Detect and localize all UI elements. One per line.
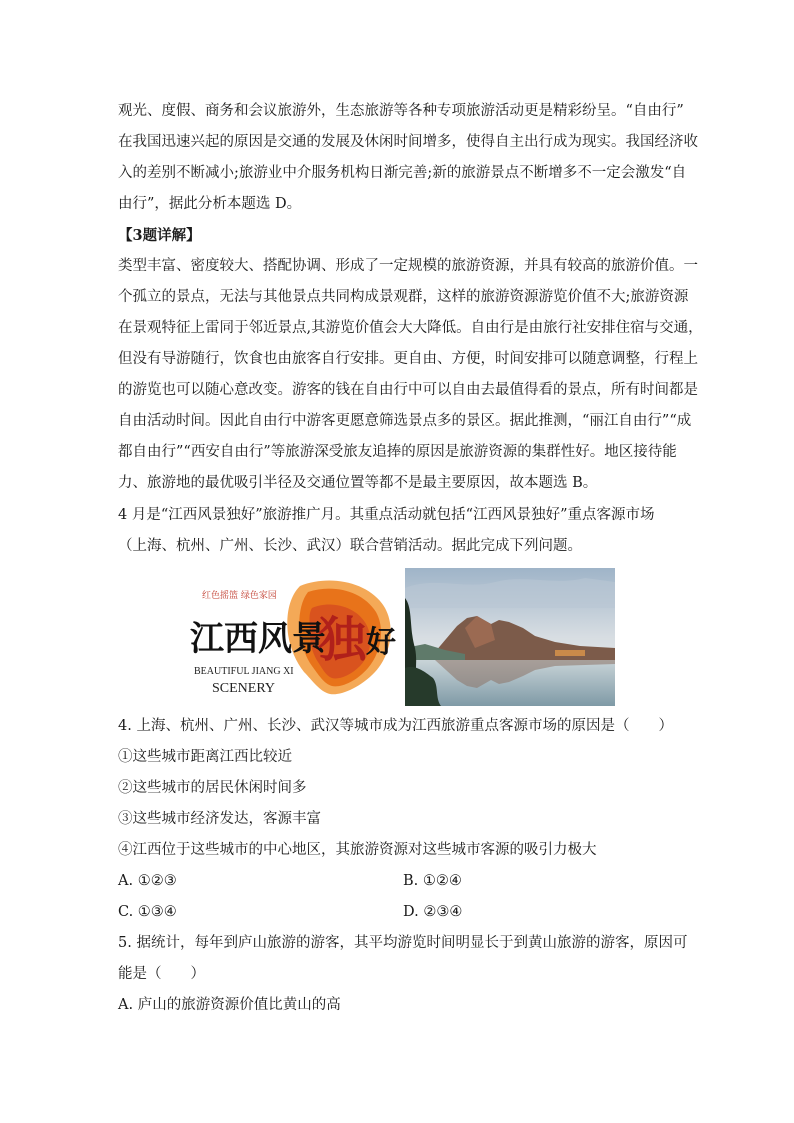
q3-heading: 【3题详解】 — [118, 227, 201, 244]
q4-option-a[interactable]: A. ①②③ — [118, 873, 177, 889]
q3-line: 力、旅游地的最优吸引半径及交通位置等都不是最主要原因，故本题选 B。 — [118, 475, 598, 491]
q4-item: ④江西位于这些城市的中心地区，其旅游资源对这些城市客源的吸引力极大 — [118, 842, 597, 858]
q4-item: ③这些城市经济发达，客源丰富 — [118, 811, 321, 827]
q4-item: ①这些城市距离江西比较近 — [118, 749, 292, 765]
passage — [118, 500, 678, 562]
landscape-photo — [405, 568, 615, 706]
passage-line: （上海、杭州、广州、长沙、武汉）联合营销活动。据此完成下列问题。 — [118, 538, 582, 554]
logo-hao-character: 好 — [366, 625, 396, 660]
logo-english-line2: SCENERY — [212, 681, 276, 696]
logo-title: 江西风景 — [190, 619, 326, 659]
q5-option-a[interactable]: A. 庐山的旅游资源价值比黄山的高 — [118, 997, 341, 1013]
intro-line: 由行”，据此分析本题选 D。 — [118, 196, 302, 212]
q3-line: 个孤立的景点，无法与其他景点共同构成景观群，这样的旅游资源游览价值不大;旅游资源 — [118, 289, 689, 305]
q4-option-c[interactable]: C. ①③④ — [118, 904, 177, 920]
jiangxi-scenery-logo — [180, 568, 400, 706]
q5-stem-line: 能是（ ） — [118, 966, 205, 982]
q3-line: 都自由行”“西安自由行”等旅游深受旅友追捧的原因是旅游资源的集群性好。地区接待能 — [118, 444, 677, 460]
logo-tagline: 红色摇篮 绿色家园 — [202, 591, 277, 601]
q3-line: 的游览也可以随心意改变。游客的钱在自由行中可以自由去最值得看的景点，所有时间都是 — [118, 382, 698, 398]
q3-line: 但没有导游随行，饮食也由旅客自行安排。更自由、方便，时间安排可以随意调整，行程上 — [118, 351, 698, 367]
intro-paragraph — [118, 96, 698, 220]
passage-line: 4 月是“江西风景独好”旅游推广月。其重点活动就包括“江西风景独好”重点客源市场 — [118, 507, 655, 523]
landscape-image — [405, 568, 615, 706]
intro-line: 观光、度假、商务和会议旅游外，生态旅游等各种专项旅游活动更是精彩纷呈。“自由行” — [118, 103, 684, 119]
q4-item: ②这些城市的居民休闲时间多 — [118, 780, 307, 796]
q4-option-d[interactable]: D. ②③④ — [403, 904, 463, 920]
intro-line: 在我国迅速兴起的原因是交通的发展及休闲时间增多，使得自主出行成为现实。我国经济收 — [118, 134, 698, 150]
q3-line: 在景观特征上雷同于邻近景点,其游览价值会大大降低。自由行是由旅行社安排住宿与交通， — [118, 320, 703, 336]
q3-line: 类型丰富、密度较大、搭配协调、形成了一定规模的旅游资源，并具有较高的旅游价值。一 — [118, 258, 698, 274]
q4-option-b[interactable]: B. ①②④ — [403, 873, 462, 889]
q4-stem: 4. 上海、杭州、广州、长沙、武汉等城市成为江西旅游重点客源市场的原因是（ ） — [118, 718, 673, 734]
q3-line: 自由活动时间。因此自由行中游客更愿意筛选景点多的景区。据此推测，“丽江自由行”“成 — [118, 413, 692, 429]
q5-stem-line: 5. 据统计，每年到庐山旅游的游客，其平均游览时间明显长于到黄山旅游的游客，原因可 — [118, 935, 688, 951]
question-5 — [118, 928, 688, 990]
question-4 — [118, 711, 698, 866]
logo-graphic — [180, 568, 400, 706]
logo-dui-character: 独 — [318, 612, 367, 668]
intro-line: 入的差别不断减小;旅游业中介服务机构日渐完善;新的旅游景点不断增多不一定会激发“自 — [118, 165, 687, 181]
logo-english-line1: BEAUTIFUL JIANG XI — [194, 666, 294, 677]
q3-section — [118, 220, 703, 499]
